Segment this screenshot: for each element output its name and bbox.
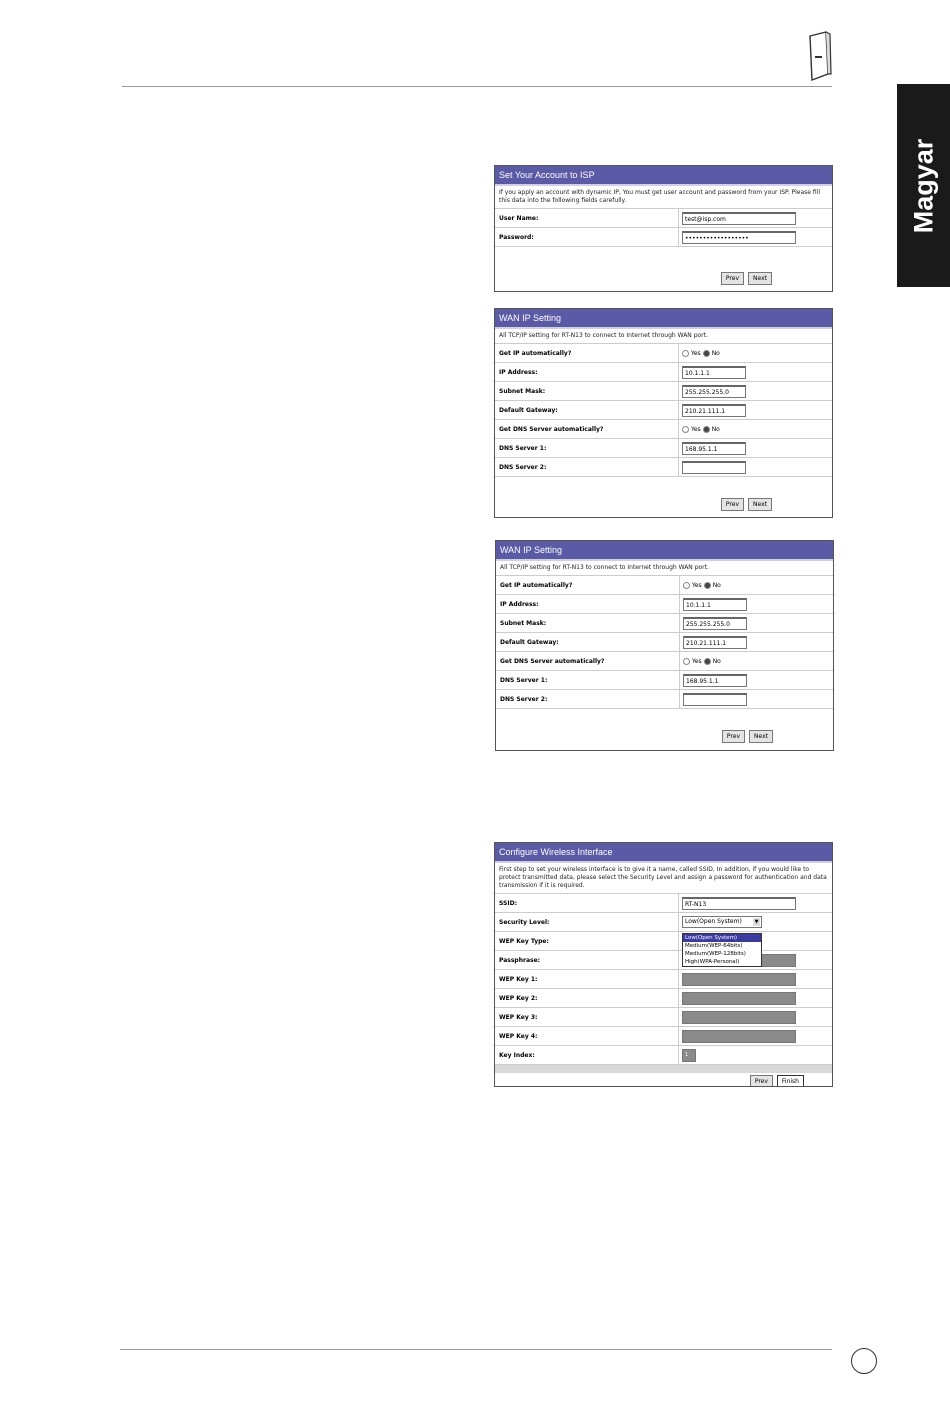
ip-address-input[interactable]: 10.1.1.1 (683, 598, 747, 611)
prev-button[interactable]: Prev (721, 498, 744, 511)
wep-key-3-label: WEP Key 3: (495, 1008, 679, 1026)
get-dns-auto-label: Get DNS Server automatically? (495, 420, 679, 438)
next-button[interactable]: Next (749, 730, 773, 743)
panel-description: All TCP/IP setting for RT-N13 to connect to Internet through WAN port. (496, 561, 833, 576)
wan-ip-panel-1 (494, 308, 833, 518)
prev-button[interactable]: Prev (750, 1075, 773, 1087)
dropdown-option[interactable]: Medium(WEP-128bits) (685, 951, 746, 957)
header-rule (122, 86, 832, 87)
panel-title: Configure Wireless Interface (495, 843, 832, 863)
wep-key-4-label: WEP Key 4: (495, 1027, 679, 1045)
no-label: No (711, 349, 720, 357)
passphrase-label: Passphrase: (495, 951, 679, 969)
get-ip-auto-label: Get IP automatically? (496, 576, 680, 594)
dropdown-option[interactable]: Low(Open System) (683, 934, 761, 942)
get-dns-auto-label: Get DNS Server automatically? (496, 652, 680, 670)
panel-title: Set Your Account to ISP (495, 166, 832, 186)
button-bar-separator (495, 1065, 832, 1073)
router-icon (806, 30, 832, 82)
form-row (495, 228, 832, 247)
ip-address-label: IP Address: (495, 363, 679, 381)
key-index-label: Key Index: (495, 1046, 679, 1064)
form-row (495, 1027, 832, 1046)
yes-label: Yes (692, 657, 702, 665)
panel-description: First step to set your wireless interface is to give it a name, called SSID. In addition, if you would like to protect transmitted data, please select the Security Level and assign a password for authentication and data transmission if it is required. (495, 863, 832, 894)
key-index-select[interactable]: 1 (682, 1049, 696, 1062)
default-gateway-label: Default Gateway: (496, 633, 680, 651)
form-row (495, 344, 832, 363)
dropdown-option[interactable]: High(WPA-Personal) (685, 959, 740, 965)
form-row (495, 382, 832, 401)
no-radio[interactable] (704, 582, 711, 589)
no-radio[interactable] (703, 426, 710, 433)
form-row (495, 209, 832, 228)
form-row (496, 614, 833, 633)
no-radio[interactable] (704, 658, 711, 665)
form-row (496, 595, 833, 614)
get-ip-auto-radio[interactable] (682, 350, 720, 357)
form-row (495, 439, 832, 458)
finish-button[interactable]: Finish (777, 1075, 804, 1087)
default-gateway-input[interactable]: 210.21.111.1 (682, 404, 746, 417)
form-row (495, 1046, 832, 1065)
dropdown-option[interactable]: Medium(WEP-64bits) (685, 943, 743, 949)
page-number-circle (851, 1348, 877, 1374)
form-row (495, 401, 832, 420)
get-dns-auto-radio[interactable] (683, 658, 721, 665)
dns-server-1-input[interactable]: 168.95.1.1 (683, 674, 747, 687)
yes-label: Yes (691, 349, 701, 357)
form-row (495, 420, 832, 439)
isp-account-panel (494, 165, 833, 292)
ip-address-label: IP Address: (496, 595, 680, 613)
wep-key-type-label: WEP Key Type: (495, 932, 679, 950)
default-gateway-input[interactable]: 210.21.111.1 (683, 636, 747, 649)
wep-key-2-label: WEP Key 2: (495, 989, 679, 1007)
dns-server-1-input[interactable]: 168.95.1.1 (682, 442, 746, 455)
wireless-interface-panel (494, 842, 833, 1087)
dns-server-2-label: DNS Server 2: (496, 690, 680, 708)
get-ip-auto-label: Get IP automatically? (495, 344, 679, 362)
footer-rule (120, 1349, 832, 1350)
get-ip-auto-radio[interactable] (683, 582, 721, 589)
next-button[interactable]: Next (748, 272, 772, 285)
subnet-mask-label: Subnet Mask: (496, 614, 680, 632)
prev-button[interactable]: Prev (722, 730, 745, 743)
default-gateway-label: Default Gateway: (495, 401, 679, 419)
yes-radio[interactable] (683, 658, 690, 665)
language-tab (897, 84, 950, 287)
security-level-dropdown[interactable] (682, 933, 762, 967)
user-name-input[interactable]: test@isp.com (682, 212, 796, 225)
yes-radio[interactable] (682, 350, 689, 357)
no-label: No (712, 581, 721, 589)
no-radio[interactable] (703, 350, 710, 357)
wep-key-1-label: WEP Key 1: (495, 970, 679, 988)
wep-key-3-input[interactable] (682, 1011, 796, 1024)
yes-radio[interactable] (682, 426, 689, 433)
yes-radio[interactable] (683, 582, 690, 589)
wep-key-4-input[interactable] (682, 1030, 796, 1043)
form-row (495, 951, 832, 970)
form-row (496, 652, 833, 671)
user-name-label: User Name: (495, 209, 679, 227)
form-row (495, 913, 832, 932)
panel-description: All TCP/IP setting for RT-N13 to connect to Internet through WAN port. (495, 329, 832, 344)
dns-server-2-label: DNS Server 2: (495, 458, 679, 476)
wan-ip-panel-2 (495, 540, 834, 751)
form-row (495, 363, 832, 382)
form-row (496, 671, 833, 690)
security-level-select[interactable] (682, 916, 762, 928)
form-row (496, 633, 833, 652)
password-label: Password: (495, 228, 679, 246)
form-row (495, 1008, 832, 1027)
panel-description: If you apply an account with dynamic IP, You must get user account and password from your ISP. Please fill this data into the following fields carefully. (495, 186, 832, 209)
chevron-down-icon[interactable]: ▼ (754, 919, 759, 925)
ip-address-input[interactable]: 10.1.1.1 (682, 366, 746, 379)
subnet-mask-input[interactable]: 255.255.255.0 (682, 385, 746, 398)
form-row (496, 690, 833, 709)
prev-button[interactable]: Prev (721, 272, 744, 285)
get-dns-auto-radio[interactable] (682, 426, 720, 433)
password-input[interactable]: •••••••••••••••••• (682, 231, 796, 244)
no-label: No (711, 425, 720, 433)
subnet-mask-input[interactable]: 255.255.255.0 (683, 617, 747, 630)
dns-server-2-input[interactable] (683, 693, 747, 706)
form-row (495, 932, 832, 951)
form-row (495, 894, 832, 913)
panel-title: WAN IP Setting (495, 309, 832, 329)
no-label: No (712, 657, 721, 665)
dns-server-1-label: DNS Server 1: (496, 671, 680, 689)
dns-server-2-input[interactable] (682, 461, 746, 474)
security-level-label: Security Level: (495, 913, 679, 931)
language-tab-label: Magyar (908, 138, 938, 233)
subnet-mask-label: Subnet Mask: (495, 382, 679, 400)
yes-label: Yes (692, 581, 702, 589)
wep-key-2-input[interactable] (682, 992, 796, 1005)
dns-server-1-label: DNS Server 1: (495, 439, 679, 457)
security-selected-value: Low(Open System) (685, 918, 742, 925)
panel-title: WAN IP Setting (496, 541, 833, 561)
yes-label: Yes (691, 425, 701, 433)
form-row (496, 576, 833, 595)
next-button[interactable]: Next (748, 498, 772, 511)
form-row (495, 989, 832, 1008)
ssid-input[interactable]: RT-N13 (682, 897, 796, 910)
form-row (495, 458, 832, 477)
form-row (495, 970, 832, 989)
wep-key-1-input[interactable] (682, 973, 796, 986)
ssid-label: SSID: (495, 894, 679, 912)
